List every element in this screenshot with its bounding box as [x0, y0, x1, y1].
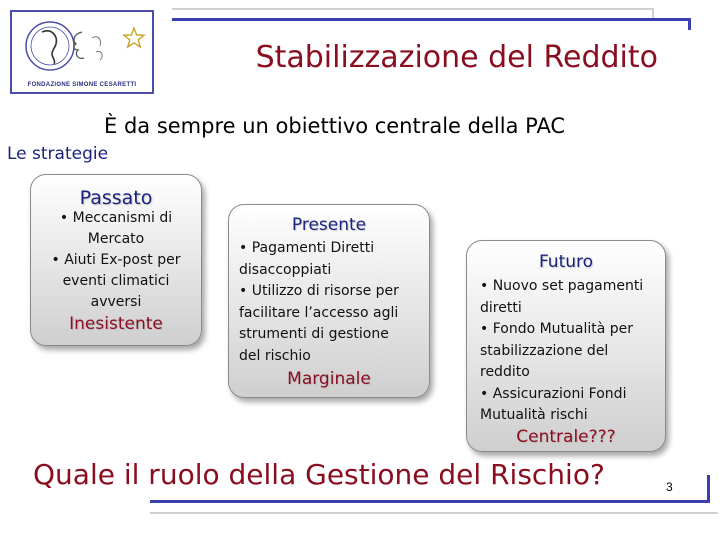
- footer-rule-accent: [150, 500, 710, 503]
- footer-rule-bottom: [150, 512, 718, 514]
- card-present-line: facilitare l’accesso agli: [239, 304, 399, 321]
- card-future-line: reddito: [480, 364, 530, 380]
- card-past-line: • Aiuti Ex-post per: [51, 252, 181, 268]
- card-past-line: avversi: [90, 294, 142, 310]
- card-present: [228, 204, 430, 398]
- card-past-line: Mercato: [87, 231, 145, 247]
- header-rule-side: [652, 8, 654, 18]
- slide-title: Stabilizzazione del Reddito: [255, 40, 658, 75]
- logo-caption: FONDAZIONE SIMONE CESARETTI: [27, 82, 137, 88]
- card-future-line: Mutualità rischi: [480, 407, 588, 423]
- card-future-line: stabilizzazione del: [480, 342, 609, 359]
- card-future-heading: Futuro: [538, 252, 594, 272]
- card-present-body: [239, 238, 425, 367]
- header-rule-top: [172, 8, 652, 10]
- card-present-line: strumenti di gestione: [239, 326, 389, 342]
- card-present-verdict: Marginale: [287, 369, 371, 389]
- card-past-line: eventi climatici: [62, 273, 170, 289]
- footer-rule-accent-side: [707, 475, 710, 503]
- card-present-line: • Pagamenti Diretti: [239, 240, 375, 256]
- card-present-heading: Presente: [291, 215, 367, 235]
- card-present-line: • Utilizzo di risorse per: [239, 283, 399, 299]
- card-future-line: • Nuovo set pagamenti: [480, 278, 644, 294]
- card-past-verdict: Inesistente: [69, 314, 163, 334]
- card-future-line: diretti: [480, 299, 522, 316]
- slide-subtitle: È da sempre un obiettivo centrale della PAC: [104, 114, 566, 138]
- card-past-heading: Passato: [79, 187, 153, 209]
- card-present-line: disaccoppiati: [239, 261, 332, 278]
- header-rule-accent: [172, 18, 690, 21]
- foundation-logo: [10, 10, 154, 94]
- card-past-line: • Meccanismi di: [59, 210, 173, 226]
- page-number: 3: [666, 480, 673, 494]
- card-future-line: • Fondo Mutualità per: [480, 321, 634, 337]
- card-future-body: [480, 276, 661, 427]
- card-future-verdict: Centrale???: [516, 427, 616, 447]
- header-rule-accent-side: [688, 18, 691, 30]
- card-past-body: [35, 208, 197, 313]
- star-icon: [122, 26, 146, 50]
- card-present-line: del rischio: [239, 347, 311, 364]
- strategies-label: Le strategie: [7, 144, 109, 164]
- closing-question: Quale il ruolo della Gestione del Rischio?: [33, 458, 605, 491]
- card-future: [466, 240, 666, 452]
- card-future-line: • Assicurazioni Fondi: [480, 385, 627, 402]
- card-past: [30, 174, 202, 346]
